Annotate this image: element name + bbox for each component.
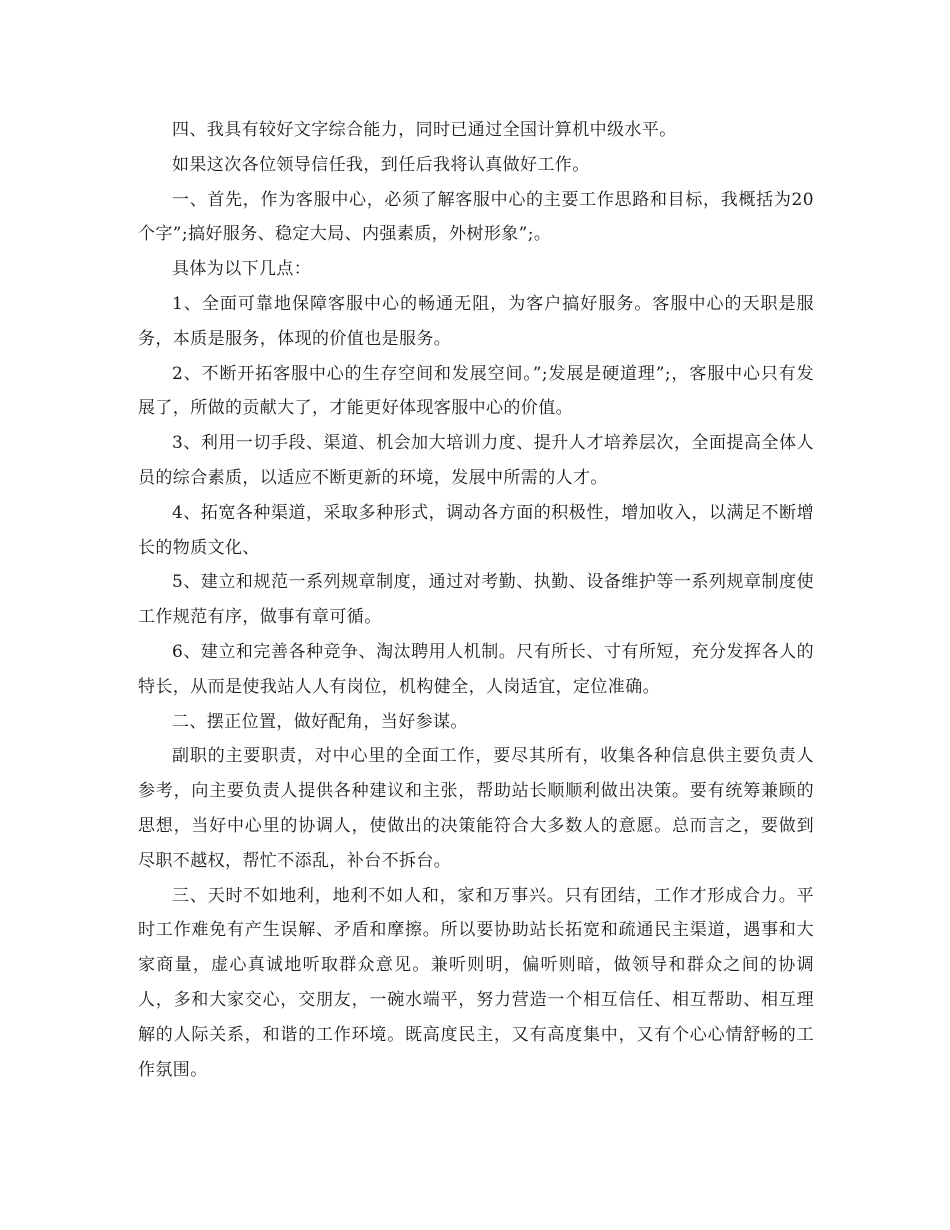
paragraph-deputy-duties: 副职的主要职责，对中心里的全面工作，要尽其所有，收集各种信息供主要负责人参考，向主要负责人提供各种建议和主张，帮助站长顺顺利做出决策。要有统筹兼顾的思想，当好中心里的协调人，使做出的决策能符合大多数人的意愿。总而言之，要做到尽职不越权，帮忙不添乱，补台不拆台。 — [138, 746, 814, 871]
document-body — [138, 113, 814, 1087]
paragraph-point-2: 2、不断开拓客服中心的生存空间和发展空间。”;发展是硬道理”;，客服中心只有发展了，所做的贡献大了，才能更好体现客服中心的价值。 — [138, 363, 814, 419]
paragraph-computer-skills: 四、我具有较好文字综合能力，同时已通过全国计算机中级水平。 — [172, 120, 677, 140]
paragraph-point-1: 1、全面可靠地保障客服中心的畅通无阻，为客户搞好服务。客服中心的天职是服务，本质是服务，体现的价值也是服务。 — [138, 293, 814, 349]
paragraph-section-two-heading: 二、摆正位置，做好配角，当好参谋。 — [172, 711, 468, 732]
paragraph-section-three: 三、天时不如地利，地利不如人和，家和万事兴。只有团结，工作才形成合力。平时工作难免有产生误解、矛盾和摩擦。所以要协助站长拓宽和疏通民主渠道，遇事和大家商量，虚心真诚地听取群众意见。兼听则明，偏听则暗，做领导和群众之间的协调人，多和大家交心，交朋友，一碗水端平，努力营造一个相互信任、相互帮助、相互理解的人际关系，和谐的工作环境。既高度民主，又有高度集中，又有个心心情舒畅的工作氛围。 — [138, 885, 814, 1080]
paragraph-points-intro: 具体为以下几点： — [172, 259, 312, 280]
paragraph-trust-statement: 如果这次各位领导信任我，到任后我将认真做好工作。 — [172, 154, 590, 175]
paragraph-point-6: 6、建立和完善各种竞争、淘汰聘用人机制。尺有所长、寸有所短，充分发挥各人的特长，从而是使我站人人有岗位，机构健全，人岗适宜，定位准确。 — [138, 641, 814, 697]
paragraph-point-3: 3、利用一切手段、渠道、机会加大培训力度、提升人才培养层次，全面提高全体人员的综合素质，以适应不断更新的环境，发展中所需的人才。 — [138, 433, 814, 488]
paragraph-section-one-heading: 一、首先，作为客服中心，必须了解客服中心的主要工作思路和目标，我概括为20个字”;搞好服务、稳定大局、内强素质，外树形象”;。 — [138, 189, 814, 245]
paragraph-point-4: 4、拓宽各种渠道，采取多种形式，调动各方面的积极性，增加收入，以满足不断增长的物质文化、 — [138, 502, 814, 558]
paragraph-point-5: 5、建立和规范一系列规章制度，通过对考勤、执勤、设备维护等一系列规章制度使工作规范有序，做事有章可循。 — [138, 572, 814, 628]
